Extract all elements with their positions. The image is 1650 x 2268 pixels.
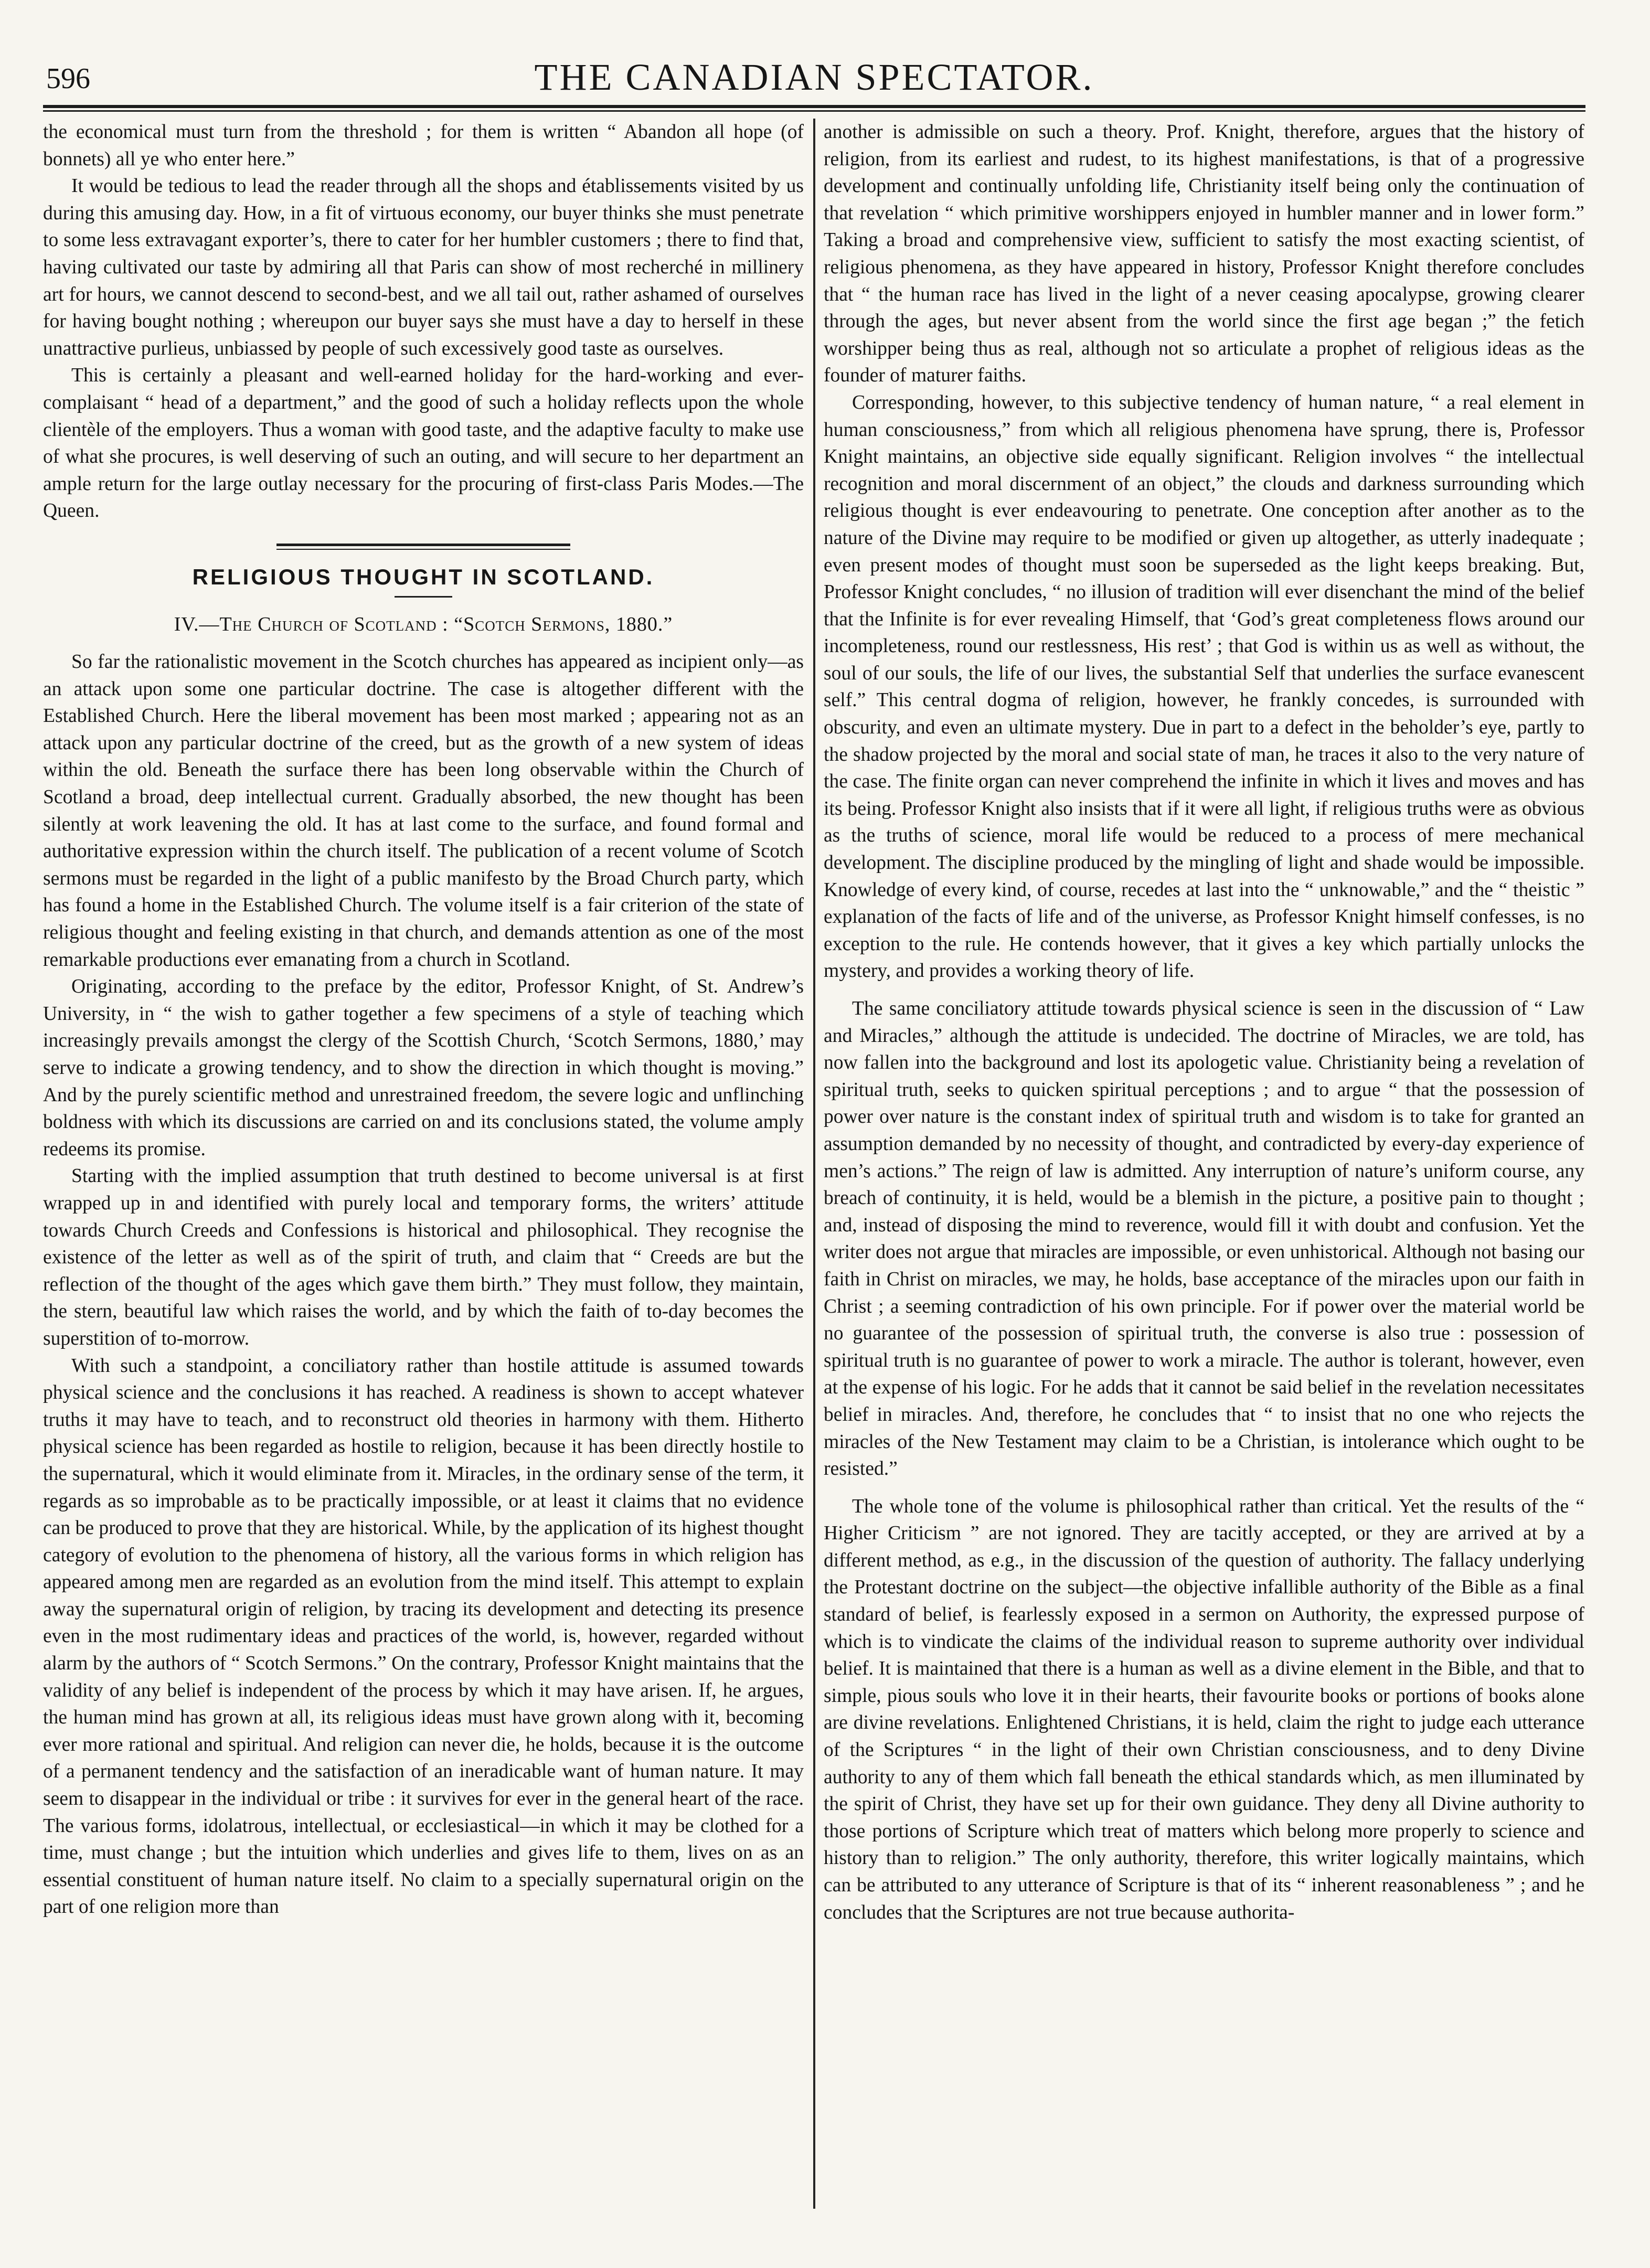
paragraph: The whole tone of the volume is philosophical rather than critical. Yet the results of the “ Higher Criticism ” are not ignored. They are tacitly accepted, or they are arrived at by a different method, as e.g., in the discussion of the question of authority. The fallacy underlying the Protestant doctrine on the subject—the objective infallible authority of the Bible as a final standard of belief, is fearlessly exposed in a sermon on Authority, the expressed purpose of which is to vindicate the claims of the individual reason to supreme authority over individual belief. It is maintained that there is a human as well as a divine element in the Bible, and that to simple, pious souls who love it in their hearts, their favourite books or portions of books alone are divine revelations. Enlightened Christians, it is held, claim the right to judge each utterance of the Scriptures “ in the light of their own Christian consciousness, and to deny Divine authority to any of them which fall beneath the ethical standards which, as men illuminated by the spirit of Christ, they have set up for their own guidance. They deny all Divine authority to those portions of Scripture which treat of matters which belong more properly to science and history than to religion.” The only authority, therefore, this writer logically maintains, which can be attributed to any utterance of Scripture is that of its “ inherent reasonableness ” ; and he concludes that the Scriptures are not true because authorita- — [824, 1495, 1584, 1923]
title-rule — [395, 596, 452, 598]
text-columns — [43, 119, 1585, 2209]
page-header — [43, 52, 1585, 101]
paragraph: Starting with the implied assumption that truth destined to become universal is at first wrapped up in and identified with purely local and temporary forms, the writers’ attitude towards Church Creeds and Confessions is historical and philosophical. They recognise the existence of the letter as well as of the spirit of truth, and claim that “ Creeds are but the reflection of the thought of the ages which gave them birth.” They must follow, they maintain, the stern, beautiful law which raises the world, and by which the faith of to-day becomes the superstition of to-morrow. — [43, 1165, 804, 1349]
article-subtitle: IV.—The Church of Scotland : “Scotch Sermons, 1880.” — [174, 613, 673, 635]
masthead-title: THE CANADIAN SPECTATOR. — [534, 56, 1094, 98]
left-column — [43, 119, 804, 2209]
paragraph: With such a standpoint, a conciliatory rather than hostile attitude is assumed towards physical science and the conclusions it has reached. A readiness is shown to accept whatever truths it may have to teach, and to reconstruct old theories in harmony with them. Hitherto physical science has been regarded as hostile to religion, because it has been directly hostile to the supernatural, which it would eliminate from it. Miracles, in the ordinary sense of the term, it regards as so improbable as to be practically impossible, or at least it claims that no evidence can be produced to prove that they are historical. While, by the application of its highest thought category of evolution to the phenomena of history, all the various forms in which religion has appeared among men are regarded as an evolution from the mind itself. This attempt to explain away the supernatural origin of religion, by tracing its development and detecting its presence even in the most rudimentary ideas and practices of the world, is, however, regarded without alarm by the authors of “ Scotch Sermons.” On the contrary, Professor Knight maintains that the validity of any belief is independent of the process by which it may have arisen. If, he argues, the human mind has grown at all, its religious ideas must have grown along with it, becoming ever more rational and spiritual. And religion can never die, he holds, because it is the outcome of a permanent tendency and the satisfaction of an ineradicable want of human nature. It may seem to disappear in the individual or tribe : it survives for ever in the general heart of the race. The various forms, idolatrous, intellectual, or ecclesiastical—in which it may be clothed for a time, must change ; but the intuition which underlies and gives life to them, lives on as an essential constituent of human nature itself. No claim to a specially supernatural origin on the part of one religion more than — [43, 1355, 804, 1918]
paragraph: Corresponding, however, to this subjective tendency of human nature, “ a real element in human consciousness,” from which all religious phenomena have sprung, there is, Professor Knight maintains, an objective side equally significant. Religion involves “ the intellectual recognition and moral discernment of an object,” the clouds and darkness surrounding which religious thought is ever endeavouring to penetrate. One conception after another as to the nature of the Divine may require to be modified or given up altogether, as utterly inadequate ; even present modes of thought must soon be superseded as the light keeps breaking. But, Professor Knight concludes, “ no illusion of tradition will ever disenchant the mind of the belief that the Infinite is for ever revealing Himself, that ‘God’s great completeness flows around our incompleteness, round our restlessness, His rest’ ; that God is within us as well as without, the soul of our souls, the life of our lives, the substantial Self that underlies the surface evanescent self.” This central dogma of religion, however, he frankly concedes, is surrounded with obscurity, and even an ultimate mystery. Due in part to a defect in the beholder’s eye, partly to the shadow projected by the moral and social state of man, he traces it also to the very nature of the case. The finite organ can never comprehend the infinite in which it lives and moves and has its being. Professor Knight also insists that if it were all light, if religious truths were as obvious as the truths of science, moral life would be reduced to a process of mere mechanical development. The discipline produced by the mingling of light and shade would be impossible. Knowledge of every kind, of course, recedes at last into the “ unknowable,” and the “ theistic ” explanation of the facts of life and of the universe, as Professor Knight himself confesses, is no exception to the rule. He contends however, that it gives a key which partially unlocks the mystery, and provides a working theory of life. — [824, 391, 1584, 982]
section-divider — [276, 544, 570, 550]
paragraph: the economical must turn from the threshold ; for them is written “ Abandon all hope (of bonnets) all ye who enter here.” — [43, 121, 804, 170]
paragraph: So far the rationalistic movement in the Scotch churches has appeared as incipient only—as an attack upon some one particular doctrine. The case is altogether different with the Established Church. Here the liberal movement has been most marked ; appearing not as an attack upon any particular doctrine of the creed, but as the growth of a new system of ideas within the old. Beneath the surface there has been long observable within the Church of Scotland a broad, deep intellectual current. Gradually absorbed, the new thought has been silently at work leavening the old. It has at last come to the surface, and found formal and authoritative expression within the church itself. The publication of a recent volume of Scotch sermons must be regarded in the light of a public manifesto by the Broad Church party, which has found a home in the Established Church. The volume itself is a fair criterion of the state of religious thought and feeling existing in that church, and demands attention as one of the most remarkable productions ever emanating from a church in Scotland. — [43, 651, 804, 971]
newspaper-page — [43, 52, 1585, 2209]
header-rule — [43, 105, 1585, 112]
page-number: 596 — [46, 62, 90, 95]
paragraph: another is admissible on such a theory. Prof. Knight, therefore, argues that the history of religion, from its earliest and rudest, to its highest manifestations, is that of a progressive development and continually unfolding life, Christianity itself being only the continuation of that revelation “ which primitive worshippers enjoyed in humbler manner and in lower form.” Taking a broad and comprehensive view, sufficient to satisfy the most exacting scientist, of religious phenomena, as they have appeared in history, Professor Knight therefore concludes that “ the human race has lived in the light of a never ceasing apocalypse, growing clearer through the ages, but never absent from the world since the first age began ;” the fetich worshipper being thus as real, although not so articulate a prophet of religious ideas as the founder of maturer faiths. — [824, 121, 1584, 387]
paragraph: Originating, according to the preface by the editor, Professor Knight, of St. Andrew’s University, in “ the wish to gather together a few specimens of a style of teaching which increasingly prevails amongst the clergy of the Scottish Church, ‘Scotch Sermons, 1880,’ may serve to indicate a growing tendency, and to show the direction in which thought is moving.” And by the purely scientific method and unrestrained freedom, the severe logic and unflinching boldness with which its discussions are carried on and its conclusions stated, the volume amply redeems its promise. — [43, 976, 804, 1160]
right-column — [824, 119, 1584, 2209]
paragraph: It would be tedious to lead the reader through all the shops and établissements visited by us during this amusing day. How, in a fit of virtuous economy, our buyer thinks she must penetrate to some less extravagant exporter’s, there to cater for her humbler customers ; there to find that, having cultivated our taste by admiring all that Paris can show of most recherché in millinery art for hours, we cannot descend to second-best, and we all tail out, rather ashamed of ourselves for having bought nothing ; whereupon our buyer says she must have a day to herself in these unattractive purlieus, unbiassed by people of such excessively good taste as ourselves. — [43, 175, 804, 359]
paragraph: The same conciliatory attitude towards physical science is seen in the discussion of “ Law and Miracles,” although the attitude is undecided. The doctrine of Miracles, we are told, has now fallen into the background and lost its apologetic value. Christianity being a revelation of spiritual truth, seeks to quicken spiritual perceptions ; and to argue “ that the possession of power over nature is the constant index of spiritual truth and wisdom is to take for granted an assumption demanded by no necessity of thought, and contradicted by every-day experience of men’s actions.” The reign of law is admitted. Any interruption of nature’s uniform course, any breach of continuity, it is held, would be a blemish in the picture, a positive pain to thought ; and, instead of disposing the mind to reverence, would fill it with doubt and confusion. Yet the writer does not argue that miracles are impossible, or even unhistorical. Although not basing our faith in Christ on miracles, we may, he holds, base acceptance of the miracles upon our faith in Christ ; a seeming contradiction of his own principle. For if power over the material world be no guarantee of the possession of spiritual truth, the converse is also true : possession of spiritual truth is no guarantee of power to work a miracle. The author is tolerant, however, even at the expense of his logic. For he adds that it cannot be said belief in the revelation necessitates belief in miracles. And, therefore, he concludes that “ to insist that no one who rejects the miracles of the New Testament may claim to be a Christian, is intolerance which ought to be resisted.” — [824, 998, 1584, 1480]
paragraph: This is certainly a pleasant and well-earned holiday for the hard-working and ever-complaisant “ head of a department,” and the good of such a holiday reflects upon the whole clientèle of the employers. Thus a woman with good taste, and the adaptive faculty to make use of what she procures, is well deserving of such an outing, and will secure to her department an ample return for the large outlay necessary for the procuring of first-class Paris Modes.—The Queen. — [43, 365, 804, 522]
article-title: RELIGIOUS THOUGHT IN SCOTLAND. — [192, 564, 655, 589]
column-rule — [813, 119, 815, 2209]
